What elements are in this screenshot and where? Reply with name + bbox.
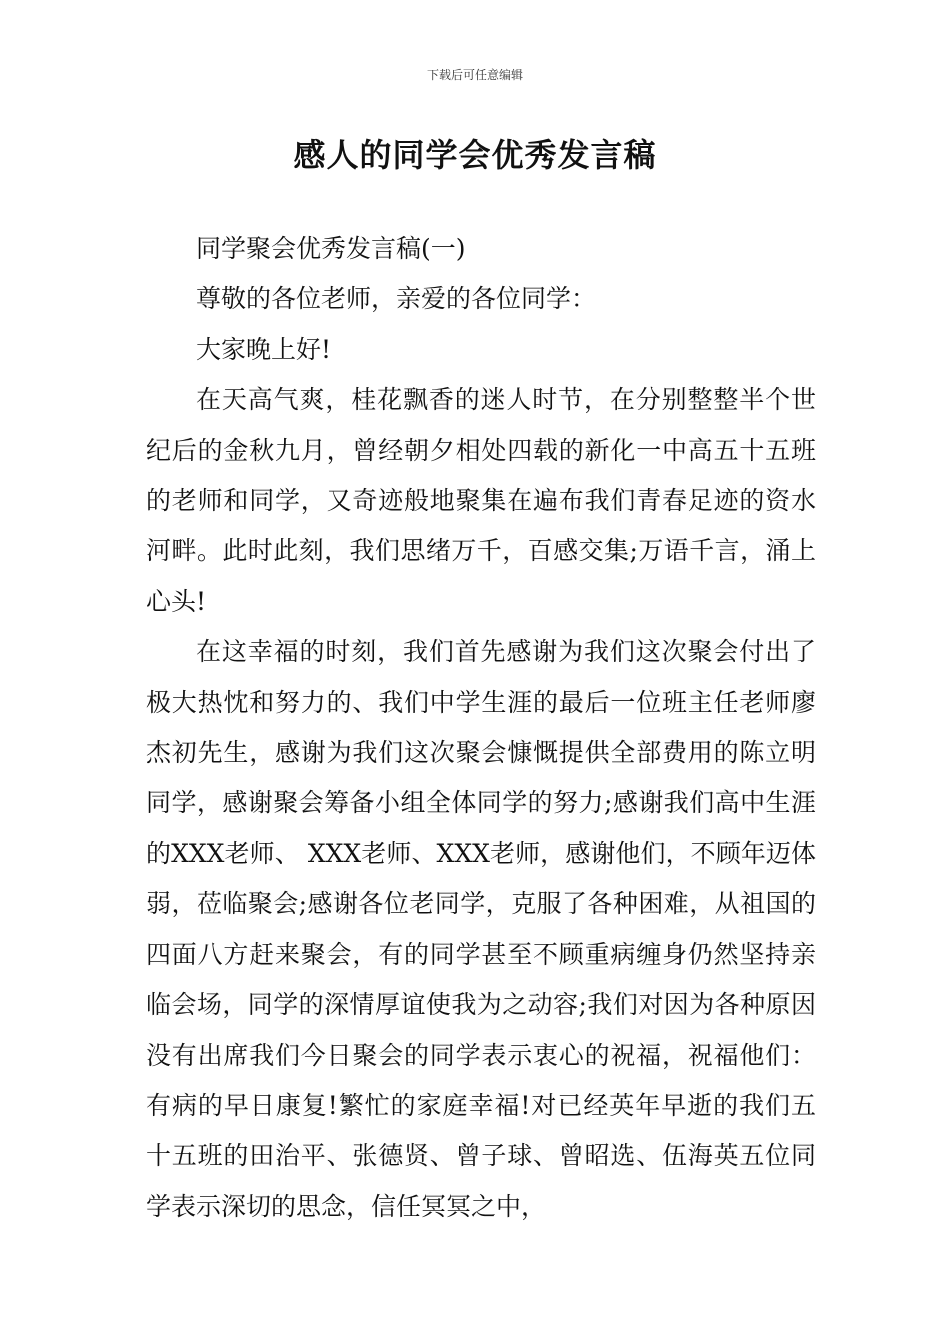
document-title: 感人的同学会优秀发言稿 bbox=[293, 136, 657, 174]
section-heading: 同学聚会优秀发言稿(一) bbox=[196, 234, 466, 263]
greeting: 大家晚上好! bbox=[196, 334, 332, 364]
salutation: 尊敬的各位老师，亲爱的各位同学： bbox=[196, 284, 597, 314]
page-header-note: 下载后可任意编辑 bbox=[426, 68, 523, 82]
paragraph-opening: 在天高气爽，桂花飘香的迷人时节，在分别整整半个世纪后的金秋九月，曾经朝夕相处四载的新化一中高五十五班的老师和同学，又奇迹般地聚集在遍布我们青春足迹的资水河畔。此时此刻，我们思绪万千，百感交集;万语千言，涌上心头! bbox=[146, 385, 816, 616]
document-body bbox=[146, 224, 816, 1232]
paragraph-thanks: 在这幸福的时刻，我们首先感谢为我们这次聚会付出了极大热忱和努力的、我们中学生涯的最后一位班主任老师廖杰初先生，感谢为我们这次聚会慷慨提供全部费用的陈立明同学，感谢聚会筹备小组全体同学的努力;感谢我们高中生涯的XXX老师、 XXX老师、XXX老师，感谢他们，不顾年迈体弱，莅临聚会;感谢各位老同学，克服了各种困难，从祖国的四面八方赶来聚会，有的同学甚至不顾重病缠身仍然坚持亲临会场，同学的深情厚谊使我为之动容;我们对因为各种原因没有出席我们今日聚会的同学表示衷心的祝福，祝福他们：有病的早日康复!繁忙的家庭幸福!对已经英年早逝的我们五十五班的田治平、张德贤、曾子球、曾昭选、伍海英五位同学表示深切的思念，信任冥冥之中， bbox=[146, 637, 816, 1221]
